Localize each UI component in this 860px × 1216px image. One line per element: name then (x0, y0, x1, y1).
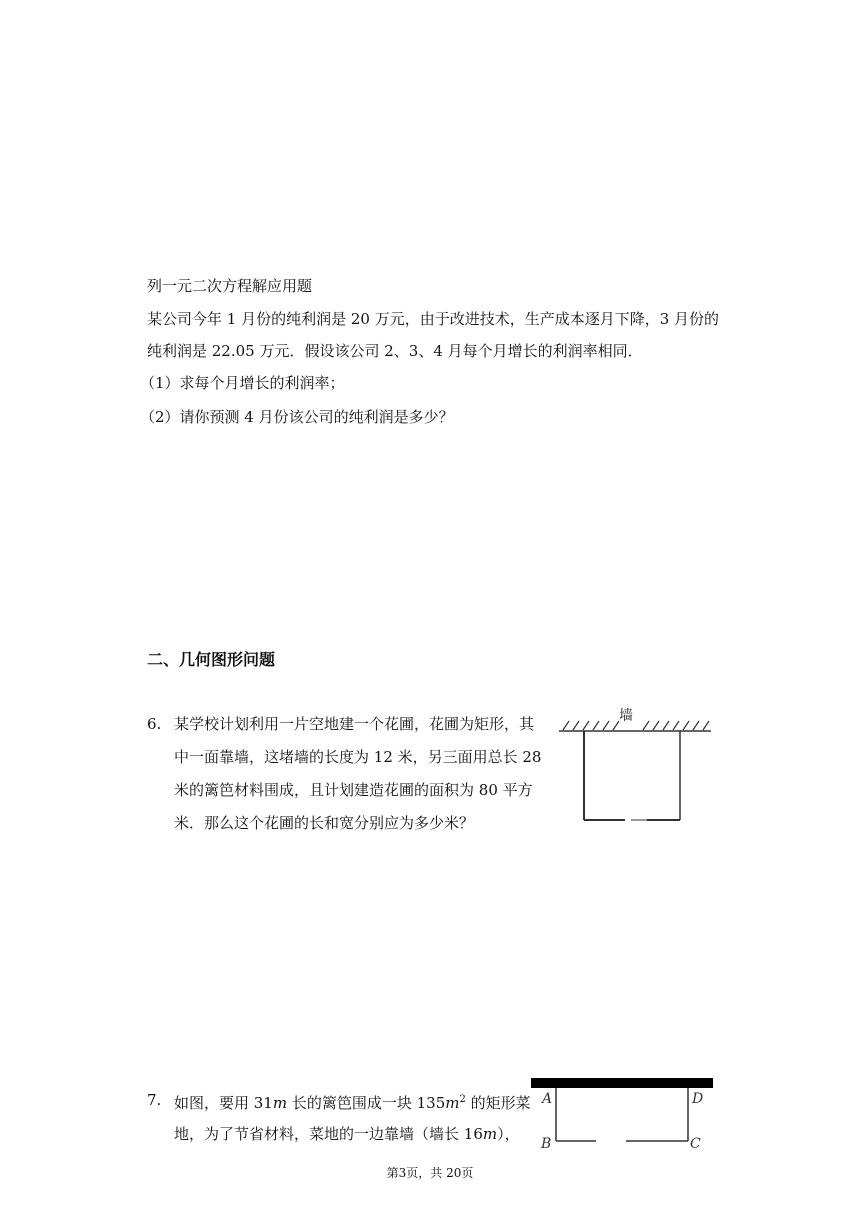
problem-7-number: 7. (147, 1091, 162, 1109)
section-heading: 二、几何图形问题 (147, 650, 276, 669)
problem-7-line-2: 地，为了节省材料，菜地的一边靠墙（墙长 16m）， (174, 1125, 520, 1143)
label-d: D (692, 1091, 704, 1107)
wall-bar (531, 1078, 713, 1088)
problem-7-line-1: 如图，要用 31m 长的篱笆围成一块 $135m^2$ 的矩形菜 (174, 1094, 531, 1112)
page-footer: 第3页，共 20页 (386, 1166, 474, 1180)
problem-6-number: 6. (147, 715, 162, 733)
label-b: B (541, 1136, 552, 1152)
wall-label: 墙 (619, 708, 633, 724)
problem-text-line-1: 某公司今年 1 月份的纯利润是 20 万元，由于改进技术，生产成本逐月下降，3 月份的 (147, 310, 720, 328)
label-c: C (690, 1136, 701, 1152)
fence-rectangle (584, 731, 680, 820)
label-a: A (542, 1091, 553, 1107)
question-2: （2）请你预测 4 月份该公司的纯利润是多少？ (140, 408, 454, 426)
garden-wall-figure (555, 700, 715, 828)
problem-6-line-2: 中一面靠墙，这堵墙的长度为 12 米，另三面用总长 28 (174, 748, 542, 766)
problem-6-line-3: 米的篱笆材料围成，且计划建造花圃的面积为 80 平方 (174, 781, 533, 799)
section-subtitle: 列一元二次方程解应用题 (147, 277, 313, 295)
problem-6-line-1: 某学校计划利用一片空地建一个花圃，花圃为矩形，其 (174, 715, 535, 733)
wall-hatching (563, 721, 709, 730)
problem-6-line-4: 米．那么这个花圃的长和宽分别应为多少米？ (174, 814, 475, 832)
question-1: （1）求每个月增长的利润率； (140, 374, 345, 392)
problem-text-line-2: 纯利润是 22.05 万元．假设该公司 2、3、4 月每个月增长的利润率相同． (147, 342, 643, 360)
vegetable-plot-figure (528, 1074, 718, 1154)
